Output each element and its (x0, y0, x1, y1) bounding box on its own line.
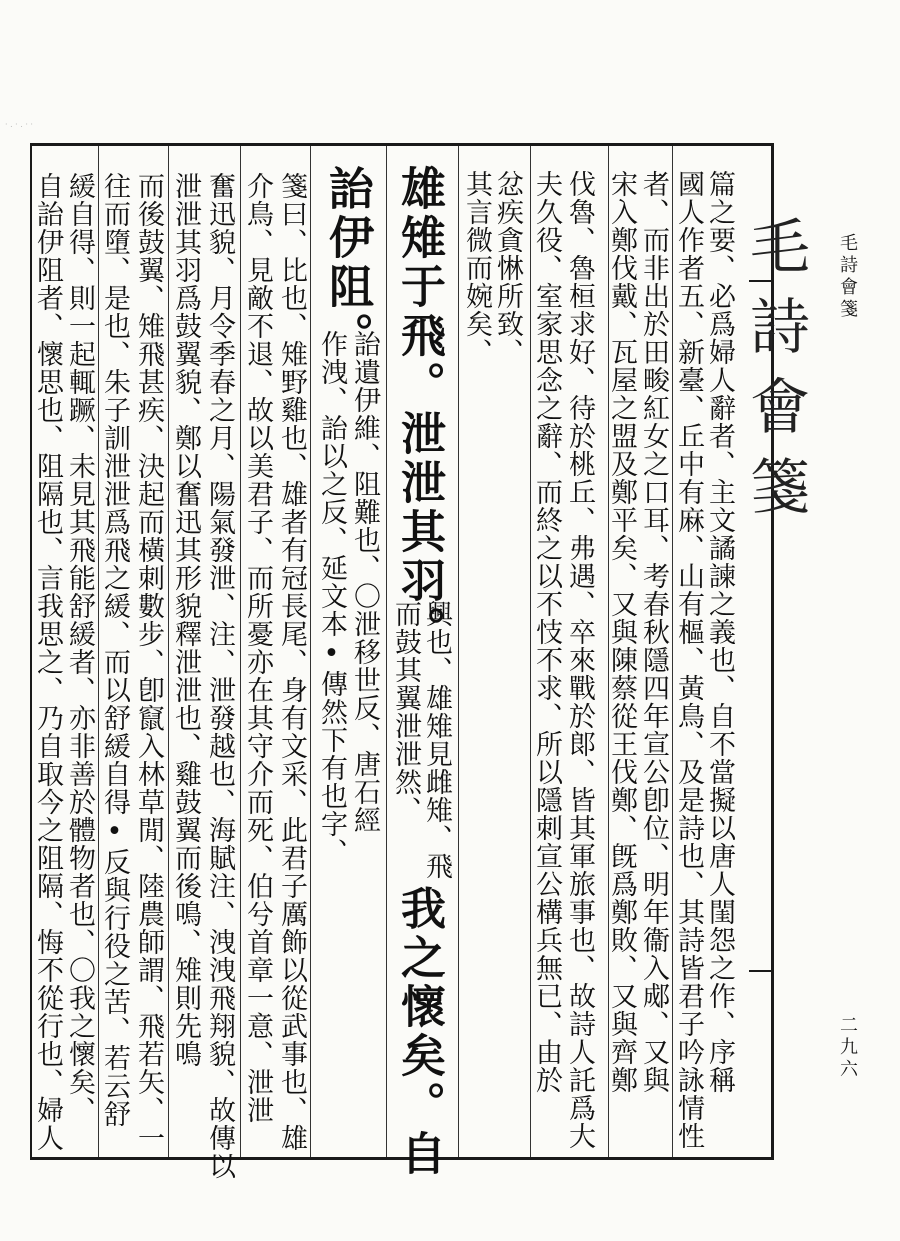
margin-title: 毛詩會箋 (740, 215, 810, 535)
text-column: 介鳥、見敵不退、故以美君子、而所憂亦在其守介而死、伯兮首章一意、泄泄 (242, 172, 273, 1124)
page-number: 二九六 (837, 1015, 858, 1081)
verse-line: 我之懷矣。自 (393, 885, 446, 1179)
text-column: 奮迅貌、月令季春之月、陽氣發泄、注、泄發越也、海賦注、洩洩飛翔貌、故傳以 (204, 172, 235, 1180)
verse-note: 作洩、詒以之反、延文本•傳然下有也字、 (316, 330, 347, 866)
verse-note: 而鼓其翼泄泄然、 (390, 600, 421, 824)
text-column: 往而墮、是也、朱子訓泄泄爲飛之緩、而以舒緩自得•反與行役之苦、若云舒 (99, 172, 130, 1128)
text-column: 宋入鄭伐戴、瓦屋之盟及鄭平矣、又與陳蔡從王伐鄭、旣爲鄭敗、又與齊鄭 (606, 170, 637, 1094)
text-column: 泄泄其羽爲鼓翼貌、鄭以奮迅其形貌釋泄泄也、雞鼓翼而後鳴、雉則先鳴 (170, 172, 201, 1068)
column-rule (168, 146, 169, 1157)
running-header-title: 毛詩會箋 (837, 233, 858, 321)
text-column: 夫久役、室家思念之辭、而終之以不忮不求、所以隱刺宣公構兵無已、由於 (531, 170, 562, 1094)
frame-tick-bottom (749, 970, 773, 972)
text-column: 而後鼓翼、雉飛甚疾、決起而橫刺數步、卽竄入林草閒、陸農師謂、飛若矢、一 (133, 172, 164, 1152)
text-column: 箋曰、比也、雉野雞也、雄者有冠長尾、身有文采、此君子厲飾以從武事也、雄 (276, 172, 307, 1152)
text-column: 自詒伊阻者、懷思也、阻隔也、言我思之、乃自取今之阻隔、悔不從行也、婦人 (32, 172, 63, 1152)
column-rule (240, 146, 241, 1157)
verse-line: 雄雉于飛。泄泄其羽。 (393, 165, 446, 655)
column-rule (386, 146, 387, 1157)
paper-specks: · . · . · · (5, 120, 33, 129)
column-rule (310, 146, 311, 1157)
text-column: 緩自得、則一起輒蹶、未見其飛能舒緩者、亦非善於體物者也、〇我之懷矣、 (64, 172, 95, 1124)
text-column: 國人作者五、新臺、丘中有麻、山有樞、黃鳥、及是詩也、其詩皆君子吟詠情性 (673, 170, 704, 1150)
text-column: 者、而非出於田畯紅女之口耳、考春秋隱四年宣公卽位、明年衞入郕、又與 (638, 170, 669, 1094)
text-column: 其言微而婉矣、 (461, 170, 492, 366)
column-rule (458, 146, 459, 1157)
frame-top-border (30, 143, 773, 146)
text-column: 忿疾貪惏所致、 (492, 170, 523, 366)
text-column: 篇之要、必爲婦人辭者、主文譎諫之義也、自不當擬以唐人閨怨之作、序稱 (704, 170, 735, 1094)
verse-note: 興也、雄雉見雌雉、飛 (421, 600, 452, 880)
verse-note: 詒遺伊維、阻難也、〇泄移世反、唐石經 (349, 330, 380, 834)
text-column: 伐魯、魯桓求好、待於桃丘、弗遇、卒來戰於郞、皆其軍旅事也、故詩人託爲大 (564, 170, 595, 1150)
verse-line: 詒伊阻。 (321, 165, 374, 361)
